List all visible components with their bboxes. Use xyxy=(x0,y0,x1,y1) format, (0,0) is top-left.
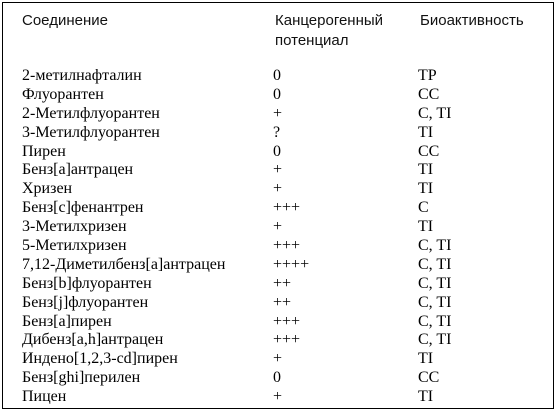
bioactivity-cell: C, TI xyxy=(418,104,452,122)
table-row xyxy=(3,294,553,313)
bioactivity-cell: C, TI xyxy=(418,237,452,255)
table-row xyxy=(3,105,553,124)
carcinogenic-potential-cell: ++++ xyxy=(273,255,310,273)
bioactivity-cell: TP xyxy=(418,67,437,84)
table-row xyxy=(3,124,553,143)
compound-cell: Пирен xyxy=(22,142,66,160)
bioactivity-cell: C, TI xyxy=(418,312,452,330)
compound-cell: Бенз[j]флуорантен xyxy=(22,293,149,311)
carcinogenic-potential-cell: + xyxy=(273,218,283,236)
table-row xyxy=(3,350,553,369)
column-header-bioactivity: Биоактивность xyxy=(420,12,524,29)
carcinogenic-potential-cell: + xyxy=(273,180,283,198)
carcinogenic-potential-cell: 0 xyxy=(273,67,281,84)
carcinogenic-potential-cell: + xyxy=(273,104,283,122)
bioactivity-cell: TI xyxy=(418,123,434,141)
compound-cell: Бенз[a]пирен xyxy=(22,312,112,330)
carcinogenic-potential-cell: ? xyxy=(273,123,281,141)
table-row xyxy=(3,199,553,218)
table-row xyxy=(3,237,553,256)
bioactivity-cell: C xyxy=(418,199,429,217)
compound-cell: Хризен xyxy=(22,180,73,198)
table-row xyxy=(3,388,553,407)
carcinogenic-potential-cell: 0 xyxy=(273,369,281,387)
bioactivity-cell: C, TI xyxy=(418,331,452,349)
compound-cell: 5-Метилхризен xyxy=(22,237,127,255)
bioactivity-cell: CC xyxy=(418,85,440,103)
compound-cell: Бенз[c]фенантрен xyxy=(22,199,144,217)
table-row xyxy=(3,369,553,388)
bioactivity-cell: C, TI xyxy=(418,274,452,292)
compound-cell: 2-Метилфлуорантен xyxy=(22,104,160,122)
carcinogenic-potential-cell: +++ xyxy=(273,331,301,349)
carcinogenic-potential-cell: + xyxy=(273,350,283,368)
table-row xyxy=(3,180,553,199)
compound-cell: Бенз[ghi]перилен xyxy=(22,369,141,387)
table-row xyxy=(3,313,553,332)
compound-cell: 3-Метилхризен xyxy=(22,218,127,236)
table-row xyxy=(3,143,553,162)
carcinogenic-potential-cell: ++ xyxy=(273,293,292,311)
bioactivity-cell: TI xyxy=(418,388,434,406)
compound-cell: Бенз[b]флуорантен xyxy=(22,274,152,292)
carcinogenic-potential-cell: +++ xyxy=(273,237,301,255)
table-row xyxy=(3,275,553,294)
table-row xyxy=(3,161,553,180)
bioactivity-cell: TI xyxy=(418,350,434,368)
table-row xyxy=(3,86,553,105)
bioactivity-cell: CC xyxy=(418,142,440,160)
table-body xyxy=(3,67,553,407)
bioactivity-cell: C, TI xyxy=(418,255,452,273)
carcinogenic-potential-cell: +++ xyxy=(273,312,301,330)
compound-cell: 3-Метилфлуорантен xyxy=(22,123,160,141)
carcinogenic-potential-cell: +++ xyxy=(273,199,301,217)
compound-cell: Флуорантен xyxy=(22,85,104,103)
compound-cell: Пицен xyxy=(22,388,67,406)
carcinogenic-potential-cell: 0 xyxy=(273,85,281,103)
carcinogenic-potential-cell: + xyxy=(273,161,283,179)
compound-cell: 2-метилнафталин xyxy=(22,67,142,84)
carcinogenic-potential-cell: + xyxy=(273,388,283,406)
bioactivity-cell: TI xyxy=(418,218,434,236)
table-row xyxy=(3,67,553,86)
bioactivity-cell: TI xyxy=(418,180,434,198)
carcinogenic-potential-cell: ++ xyxy=(273,274,292,292)
bioactivity-cell: CC xyxy=(418,369,440,387)
compound-cell: Дибенз[a,h]антрацен xyxy=(22,331,164,349)
column-header-compound: Соединение xyxy=(22,12,108,29)
table-frame xyxy=(2,2,554,409)
compound-cell: Бенз[a]антрацен xyxy=(22,161,134,179)
carcinogenic-potential-cell: 0 xyxy=(273,142,281,160)
table-row xyxy=(3,218,553,237)
table-row xyxy=(3,331,553,350)
compound-cell: 7,12-Диметилбенз[a]антрацен xyxy=(22,255,226,273)
compound-cell: Индено[1,2,3-cd]пирен xyxy=(22,350,178,368)
table-row xyxy=(3,256,553,275)
bioactivity-cell: TI xyxy=(418,161,434,179)
bioactivity-cell: C, TI xyxy=(418,293,452,311)
column-header-carcinogenic-potential: Канцерогенный потенциал xyxy=(275,12,384,49)
